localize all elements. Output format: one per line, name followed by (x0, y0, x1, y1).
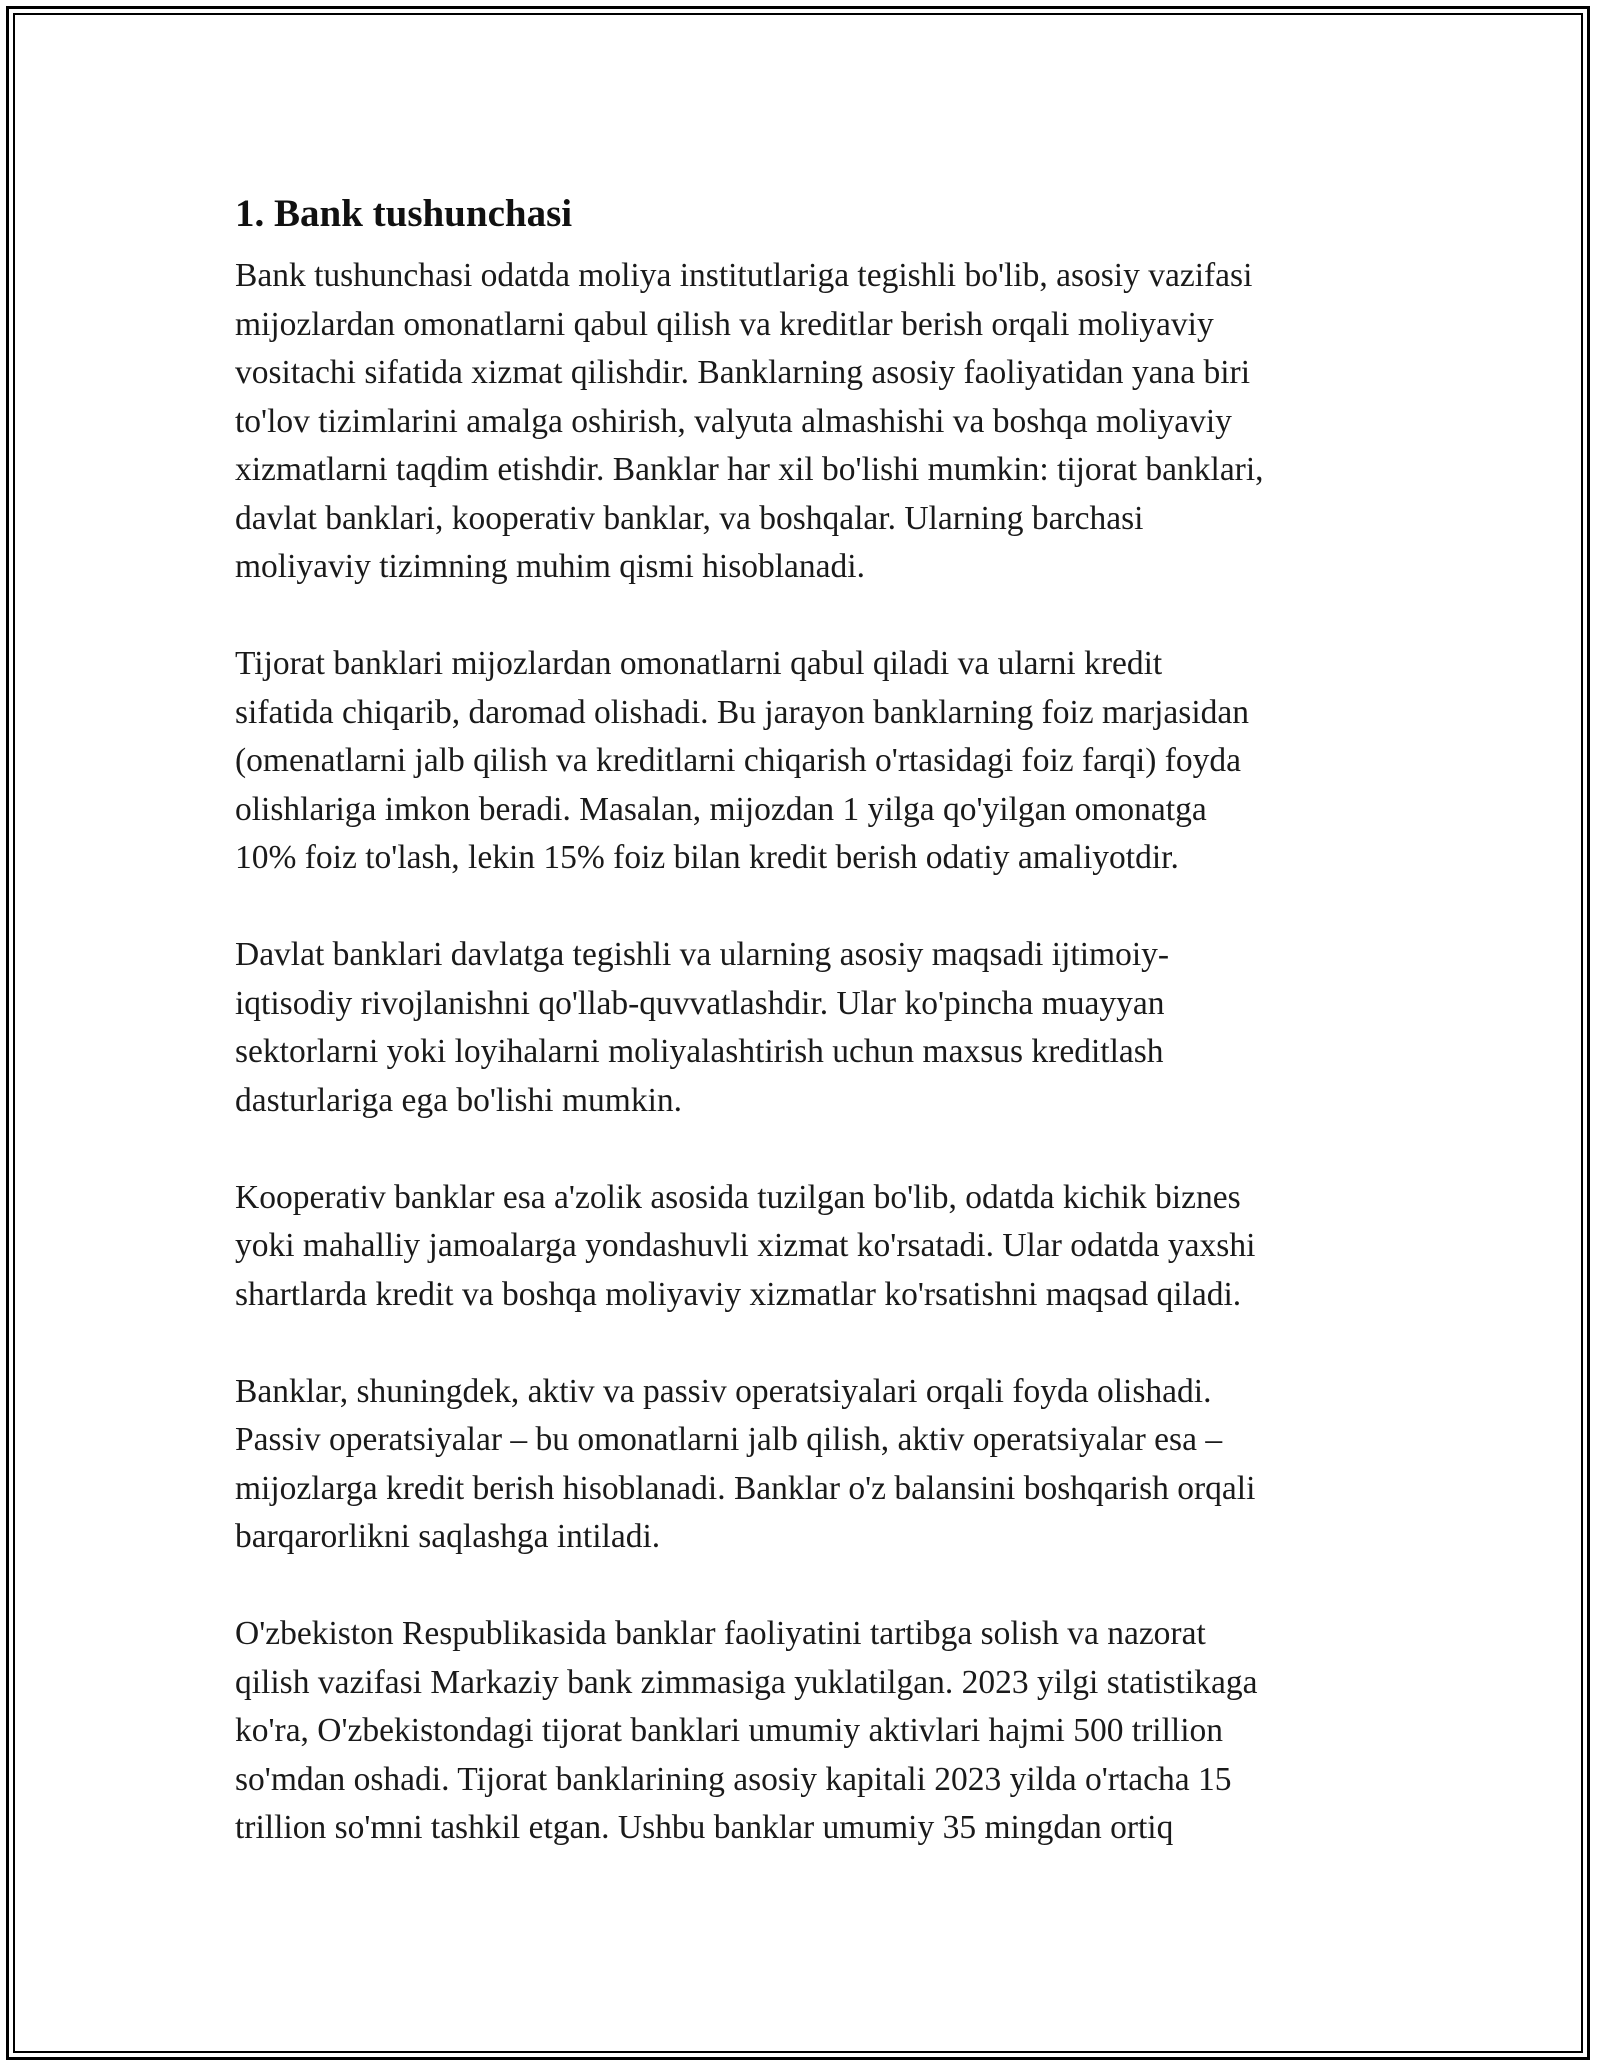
text-line: so'mdan oshadi. Tijorat banklarining asosiy kapitali 2023 yilda o'rtacha 15 (235, 1760, 1232, 1798)
paragraph-bank-concept (235, 252, 1375, 592)
text-line: sifatida chiqarib, daromad olishadi. Bu jarayon banklarning foiz marjasidan (235, 693, 1249, 731)
text-line: Banklar, shuningdek, aktiv va passiv operatsiyalari orqali foyda olishadi. (235, 1372, 1212, 1410)
text-line: barqarorlikni saqlashga intiladi. (235, 1518, 661, 1555)
paragraph-cooperative-banks (235, 1174, 1375, 1320)
text-line: davlat banklari, kooperativ banklar, va boshqalar. Ularning barchasi (235, 499, 1144, 537)
text-line: Tijorat banklari mijozlardan omonatlarni qabul qiladi va ularni kredit (235, 645, 1163, 682)
text-line: vositachi sifatida xizmat qilishdir. Banklarning asosiy faoliyatidan yana biri (235, 354, 1251, 391)
text-line: O'zbekiston Respublikasida banklar faoliyatini tartibga solish va nazorat (235, 1615, 1206, 1652)
text-line: qilish vazifasi Markaziy bank zimmasiga yuklatilgan. 2023 yilgi statistikaga (235, 1663, 1258, 1701)
paragraph-commercial-banks (235, 640, 1375, 883)
text-line: iqtisodiy rivojlanishni qo'llab-quvvatlashdir. Ular ko'pincha muayyan (235, 984, 1165, 1022)
text-line: yoki mahalliy jamoalarga yondashuvli xizmat ko'rsatadi. Ular odatda yaxshi (235, 1227, 1256, 1264)
text-line: mijozlardan omonatlarni qabul qilish va kreditlar berish orqali moliyaviy (235, 305, 1214, 343)
text-line: sektorlarni yoki loyihalarni moliyalashtirish uchun maxsus kreditlash (235, 1033, 1164, 1070)
text-line: Bank tushunchasi odatda moliya institutlariga tegishli bo'lib, asosiy vazifasi (235, 257, 1253, 294)
text-line: mijozlarga kredit berish hisoblanadi. Banklar o'z balansini boshqarish orqali (235, 1469, 1256, 1507)
text-line: Kooperativ banklar esa a'zolik asosida tuzilgan bo'lib, odatda kichik biznes (235, 1178, 1241, 1216)
text-line: xizmatlarni taqdim etishdir. Banklar har xil bo'lishi mumkin: tijorat banklari, (235, 451, 1264, 488)
document-body (235, 190, 1375, 1853)
text-line: to'lov tizimlarini amalga oshirish, valyuta almashishi va boshqa moliyaviy (235, 402, 1232, 440)
text-line: Davlat banklari davlatga tegishli va ularning asosiy maqsadi ijtimoiy- (235, 936, 1170, 973)
paragraph-uzbekistan-banks (235, 1610, 1375, 1853)
section-title: 1. Bank tushunchasi (235, 192, 573, 235)
text-line: 10% foiz to'lash, lekin 15% foiz bilan kredit berish odatiy amaliyotdir. (235, 839, 1179, 876)
text-line: (omenatlarni jalb qilish va kreditlarni chiqarish o'rtasidagi foiz farqi) foyda (235, 742, 1242, 779)
paragraph-state-banks (235, 931, 1375, 1125)
text-line: trillion so'mni tashkil etgan. Ushbu banklar umumiy 35 mingdan ortiq (235, 1809, 1174, 1846)
paragraph-bank-operations (235, 1368, 1375, 1562)
text-line: moliyaviy tizimning muhim qismi hisoblanadi. (235, 548, 865, 585)
text-line: dasturlariga ega bo'lishi mumkin. (235, 1081, 683, 1119)
text-line: ko'ra, O'zbekistondagi tijorat banklari umumiy aktivlari hajmi 500 trillion (235, 1712, 1224, 1749)
text-line: Passiv operatsiyalar – bu omonatlarni jalb qilish, aktiv operatsiyalar esa – (235, 1421, 1223, 1458)
text-line: olishlariga imkon beradi. Masalan, mijozdan 1 yilga qo'yilgan omonatga (235, 790, 1207, 828)
text-line: shartlarda kredit va boshqa moliyaviy xizmatlar ko'rsatishni maqsad qiladi. (235, 1275, 1242, 1313)
